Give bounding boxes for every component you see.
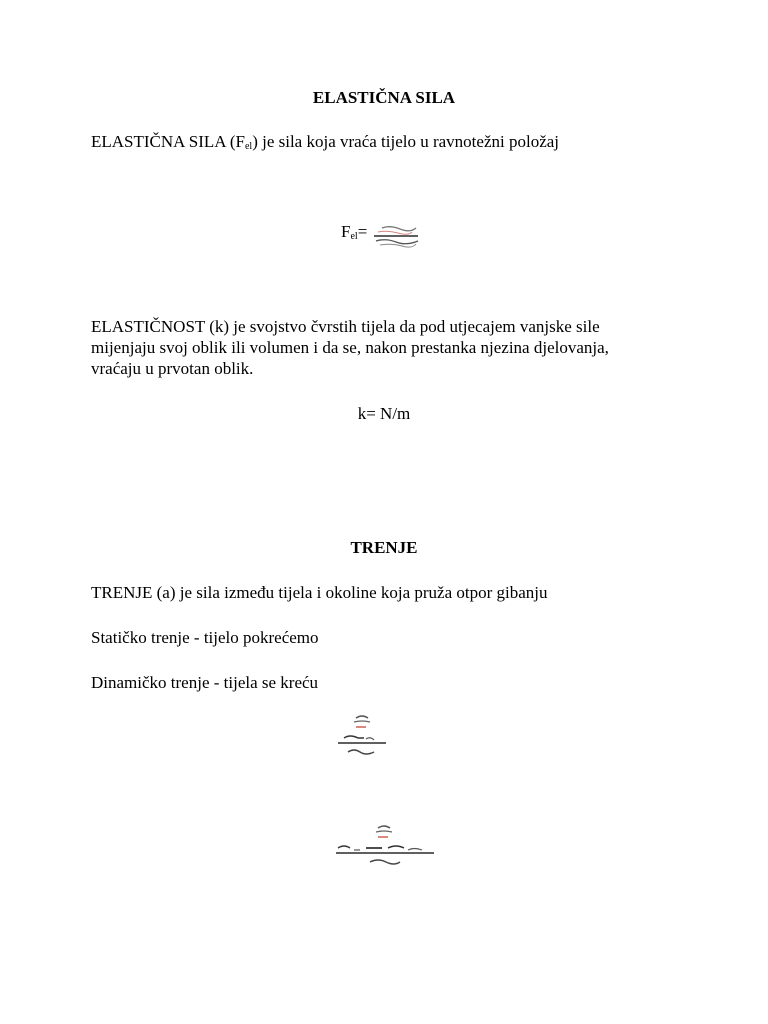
net-force-acceleration-formula-image	[334, 822, 436, 870]
formula-lhs-subscript: el	[350, 231, 358, 242]
formula-equals: =	[357, 222, 368, 241]
elasticity-paragraph-line-1: ELASTIČNOST (k) je svojstvo čvrstih tijela da pod utjecajem vanjske sile	[91, 317, 600, 336]
definition-suffix: ) je sila koja vraća tijelo u ravnotežni položaj	[252, 132, 560, 151]
static-friction: Statičko trenje - tijelo pokrećemo	[91, 628, 319, 647]
elasticity-unit: k= N/m	[357, 404, 411, 423]
definition-prefix: ELASTIČNA SILA (F	[91, 132, 245, 151]
elastic-force-formula	[341, 222, 367, 242]
friction-definition: TRENJE (a) je sila između tijela i okoline koja pruža otpor gibanju	[91, 583, 548, 602]
elastic-force-formula-image	[372, 222, 422, 248]
section-heading-elasticna-sila: ELASTIČNA SILA	[312, 88, 456, 107]
elasticity-paragraph-line-2: mijenjaju svoj oblik ili volumen i da se, nakon prestanka njezina djelovanja,	[91, 338, 609, 357]
friction-acceleration-formula-image	[336, 712, 388, 760]
elastic-force-definition	[91, 131, 691, 152]
dynamic-friction: Dinamičko trenje - tijela se kreću	[91, 673, 319, 692]
section-heading-trenje: TRENJE	[350, 538, 418, 557]
formula-lhs: F	[341, 222, 351, 241]
elasticity-paragraph-line-3: vraćaju u prvotan oblik.	[91, 359, 254, 378]
definition-subscript: el	[244, 141, 253, 152]
